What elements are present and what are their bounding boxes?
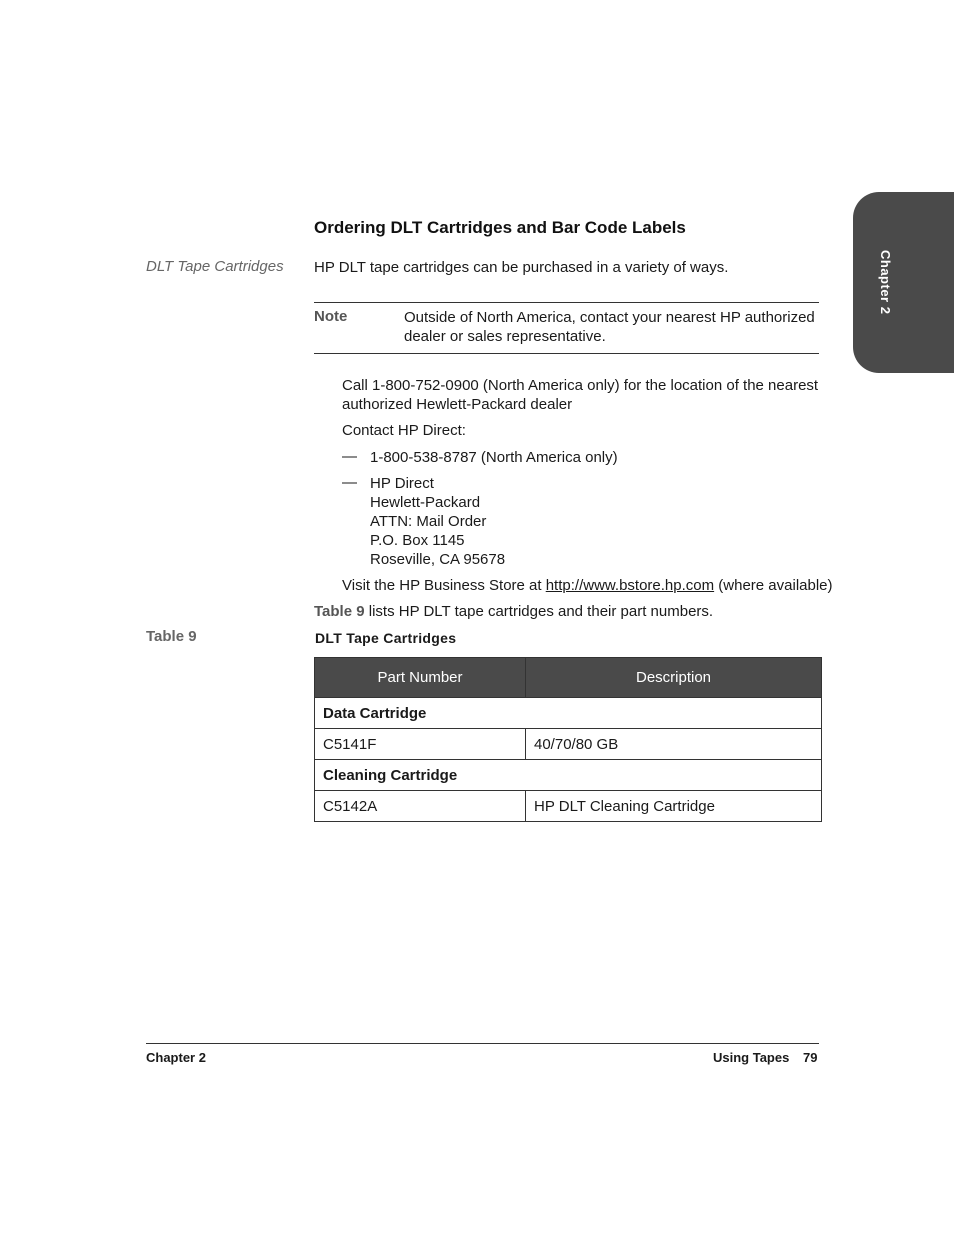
header-part-number: Part Number — [315, 658, 526, 698]
list-dash: — — [342, 448, 357, 465]
table-group-row — [315, 760, 822, 791]
cartridge-table — [314, 657, 822, 822]
store-link[interactable]: http://www.bstore.hp.com — [545, 577, 715, 594]
hp-direct-intro: Contact HP Direct: — [342, 422, 466, 439]
phone-number: 1-800-538-8787 (North America only) — [370, 449, 618, 466]
mailing-address — [370, 474, 505, 569]
page-number: 79 — [803, 1050, 818, 1065]
address-line: HP Direct — [370, 475, 434, 492]
footer-rule — [146, 1043, 819, 1044]
chapter-side-tab-label: Chapter 2 — [878, 250, 893, 315]
table-number-label: Table 9 — [146, 628, 197, 645]
list-dash: — — [342, 474, 357, 491]
store-sentence — [342, 576, 833, 595]
description-cell: HP DLT Cleaning Cartridge — [526, 791, 822, 822]
address-line: Roseville, CA 95678 — [370, 551, 506, 568]
description-cell: 40/70/80 GB — [526, 729, 822, 760]
table-reference-text: lists HP DLT tape cartridges and their part numbers. — [364, 603, 714, 620]
note-text: Outside of North America, contact your nearest HP authorized dealer or sales representative. — [404, 309, 815, 345]
group-cleaning-cartridge: Cleaning Cartridge — [315, 760, 822, 791]
table-group-row — [315, 698, 822, 729]
part-number-cell: C5142A — [315, 791, 526, 822]
margin-label: DLT Tape Cartridges — [146, 258, 284, 275]
intro-paragraph: HP DLT tape cartridges can be purchased in a variety of ways. — [314, 259, 729, 276]
table-title: DLT Tape Cartridges — [315, 630, 457, 646]
address-line: ATTN: Mail Order — [370, 513, 487, 530]
address-line: P.O. Box 1145 — [370, 532, 465, 549]
table-reference-sentence — [314, 602, 713, 621]
section-heading: Ordering DLT Cartridges and Bar Code Labels — [314, 218, 686, 237]
table-reference-link[interactable]: Table 9 — [314, 603, 365, 620]
chapter-side-tab — [853, 192, 954, 373]
call-line-1: Call 1-800-752-0900 (North America only) for the location of the nearest — [342, 377, 819, 394]
address-line: Hewlett-Packard — [370, 494, 481, 511]
header-description: Description — [526, 658, 822, 698]
store-prefix: Visit the HP Business Store at — [342, 577, 546, 594]
table-header-row — [315, 658, 822, 698]
footer-chapter: Chapter 2 — [146, 1050, 206, 1065]
call-line-2: authorized Hewlett-Packard dealer — [342, 396, 573, 413]
part-number-cell: C5141F — [315, 729, 526, 760]
note-label: Note — [314, 308, 348, 325]
group-data-cartridge: Data Cartridge — [315, 698, 822, 729]
table-row — [315, 729, 822, 760]
footer-section: Using Tapes — [713, 1050, 790, 1065]
table-row — [315, 791, 822, 822]
store-suffix: (where available) — [714, 577, 833, 594]
note-box — [314, 302, 819, 354]
